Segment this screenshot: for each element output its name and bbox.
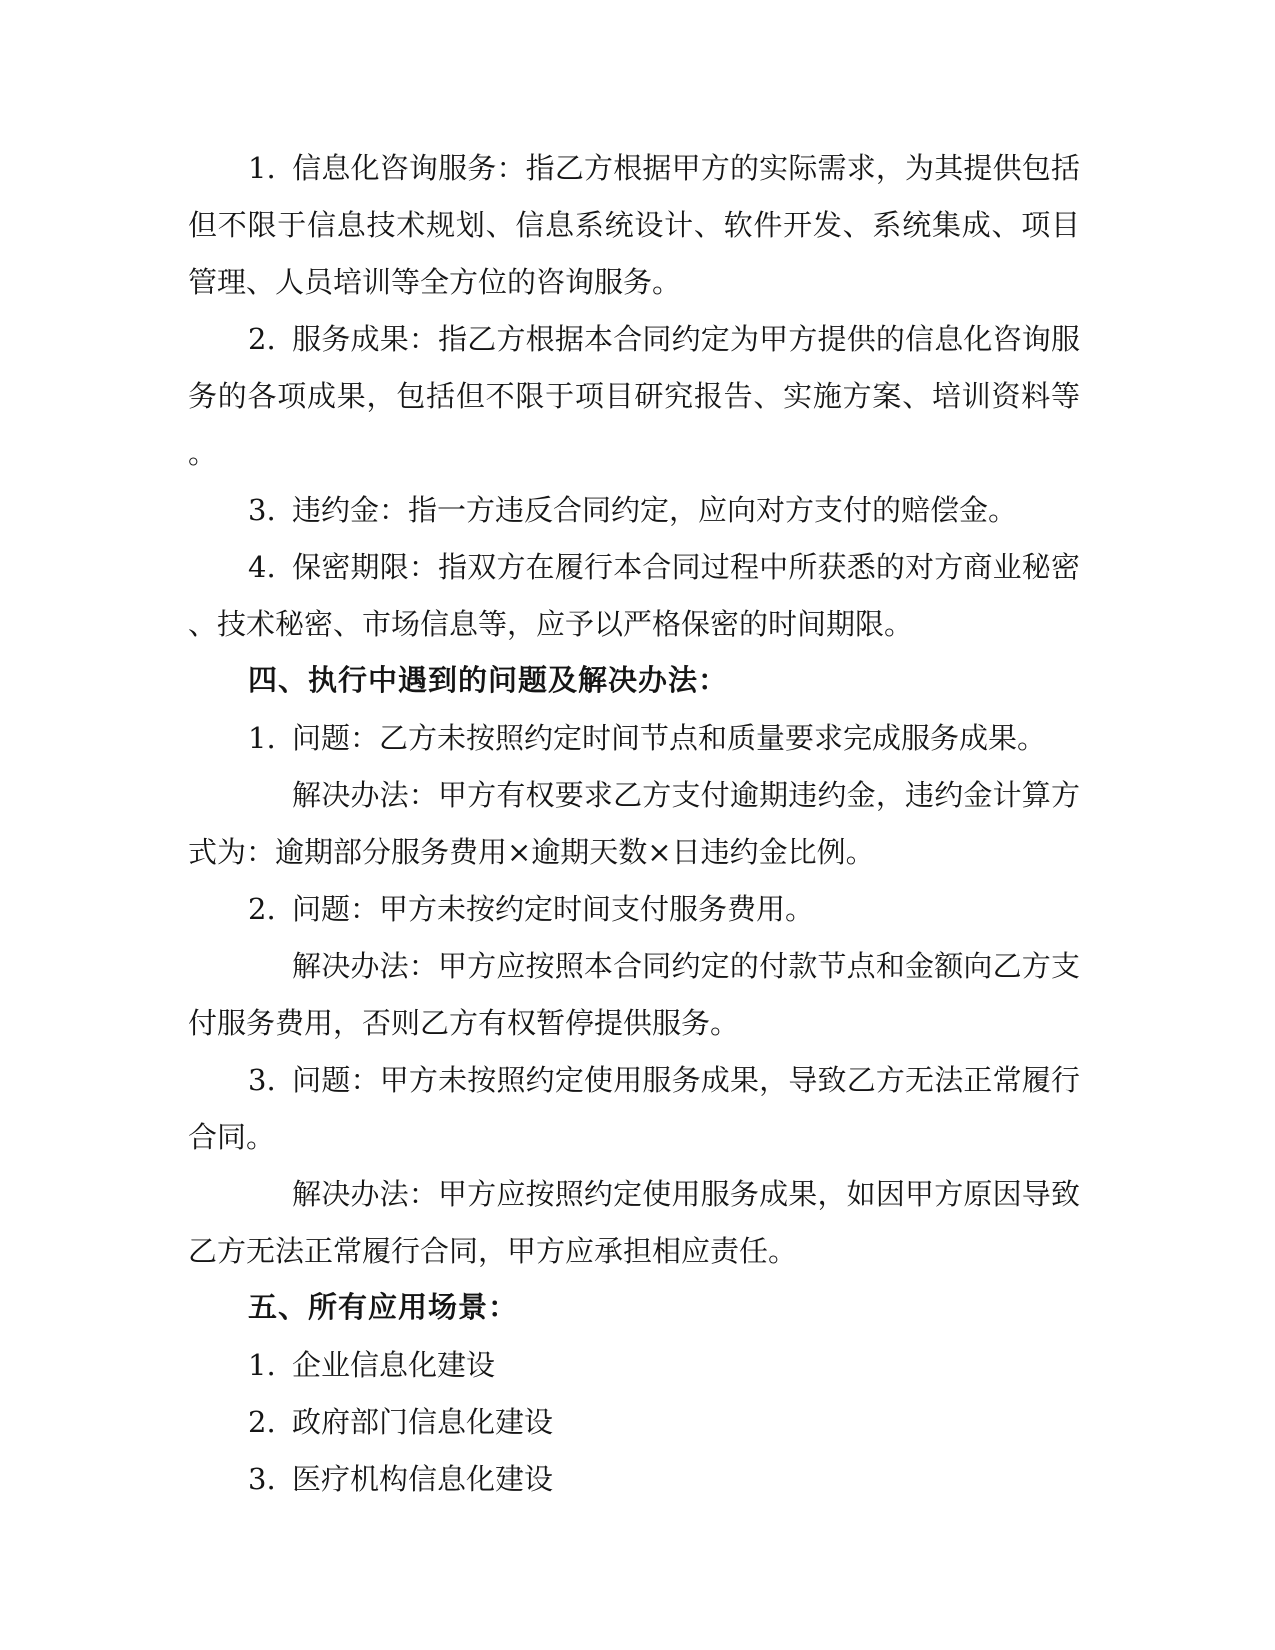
solution-paragraph-1: [188, 767, 1080, 881]
item-text: 服务成果：指乙方根据本合同约定为甲方提供的信息化咨询服务的各项成果，包括但不限于项目研究报告、实施方案、培训资料等。: [188, 322, 1080, 470]
solution-text: 解决办法：甲方有权要求乙方支付逾期违约金，违约金计算方式为：逾期部分服务费用×逾期天数×日违约金比例。: [188, 778, 1080, 869]
item-number: 3.: [248, 1063, 276, 1097]
item-text: 政府部门信息化建设: [292, 1405, 554, 1439]
item-number: 2.: [248, 892, 276, 926]
item-number: 3.: [248, 1462, 276, 1496]
item-number: 1.: [248, 1348, 276, 1382]
solution-text: 解决办法：甲方应按照约定使用服务成果，如因甲方原因导致乙方无法正常履行合同，甲方应承担相应责任。: [188, 1177, 1080, 1268]
item-text: 保密期限：指双方在履行本合同过程中所获悉的对方商业秘密、技术秘密、市场信息等，应予以严格保密的时间期限。: [188, 550, 1080, 641]
scenario-item-3: [188, 1451, 1080, 1508]
definition-item-1: [188, 140, 1080, 311]
item-number: 1.: [248, 151, 276, 185]
definition-item-3: [188, 482, 1080, 539]
item-text: 违约金：指一方违反合同约定，应向对方支付的赔偿金。: [292, 493, 1018, 527]
item-number: 2.: [248, 322, 276, 356]
item-number: 2.: [248, 1405, 276, 1439]
item-text: 问题：甲方未按约定时间支付服务费用。: [292, 892, 815, 926]
heading-text: 四、执行中遇到的问题及解决办法：: [248, 665, 729, 697]
heading-text: 五、所有应用场景：: [248, 1292, 519, 1324]
item-text: 企业信息化建设: [292, 1348, 496, 1382]
problem-item-1: [188, 710, 1080, 767]
solution-text: 解决办法：甲方应按照本合同约定的付款节点和金额向乙方支付服务费用，否则乙方有权暂停提供服务。: [188, 949, 1080, 1040]
item-number: 1.: [248, 721, 276, 755]
item-text: 医疗机构信息化建设: [292, 1462, 554, 1496]
item-text: 问题：乙方未按照约定时间节点和质量要求完成服务成果。: [292, 721, 1047, 755]
definition-item-4: [188, 539, 1080, 653]
item-number: 4.: [248, 550, 276, 584]
item-text: 问题：甲方未按照约定使用服务成果，导致乙方无法正常履行合同。: [188, 1063, 1080, 1154]
scenario-item-2: [188, 1394, 1080, 1451]
problem-item-2: [188, 881, 1080, 938]
item-text: 信息化咨询服务：指乙方根据甲方的实际需求，为其提供包括但不限于信息技术规划、信息系统设计、软件开发、系统集成、项目管理、人员培训等全方位的咨询服务。: [188, 151, 1080, 299]
item-number: 3.: [248, 493, 276, 527]
definition-item-2: [188, 311, 1080, 482]
scenario-item-1: [188, 1337, 1080, 1394]
solution-paragraph-2: [188, 938, 1080, 1052]
solution-paragraph-3: [188, 1166, 1080, 1280]
section-heading-problems: [188, 653, 1080, 710]
section-heading-scenarios: [188, 1280, 1080, 1337]
problem-item-3: [188, 1052, 1080, 1166]
